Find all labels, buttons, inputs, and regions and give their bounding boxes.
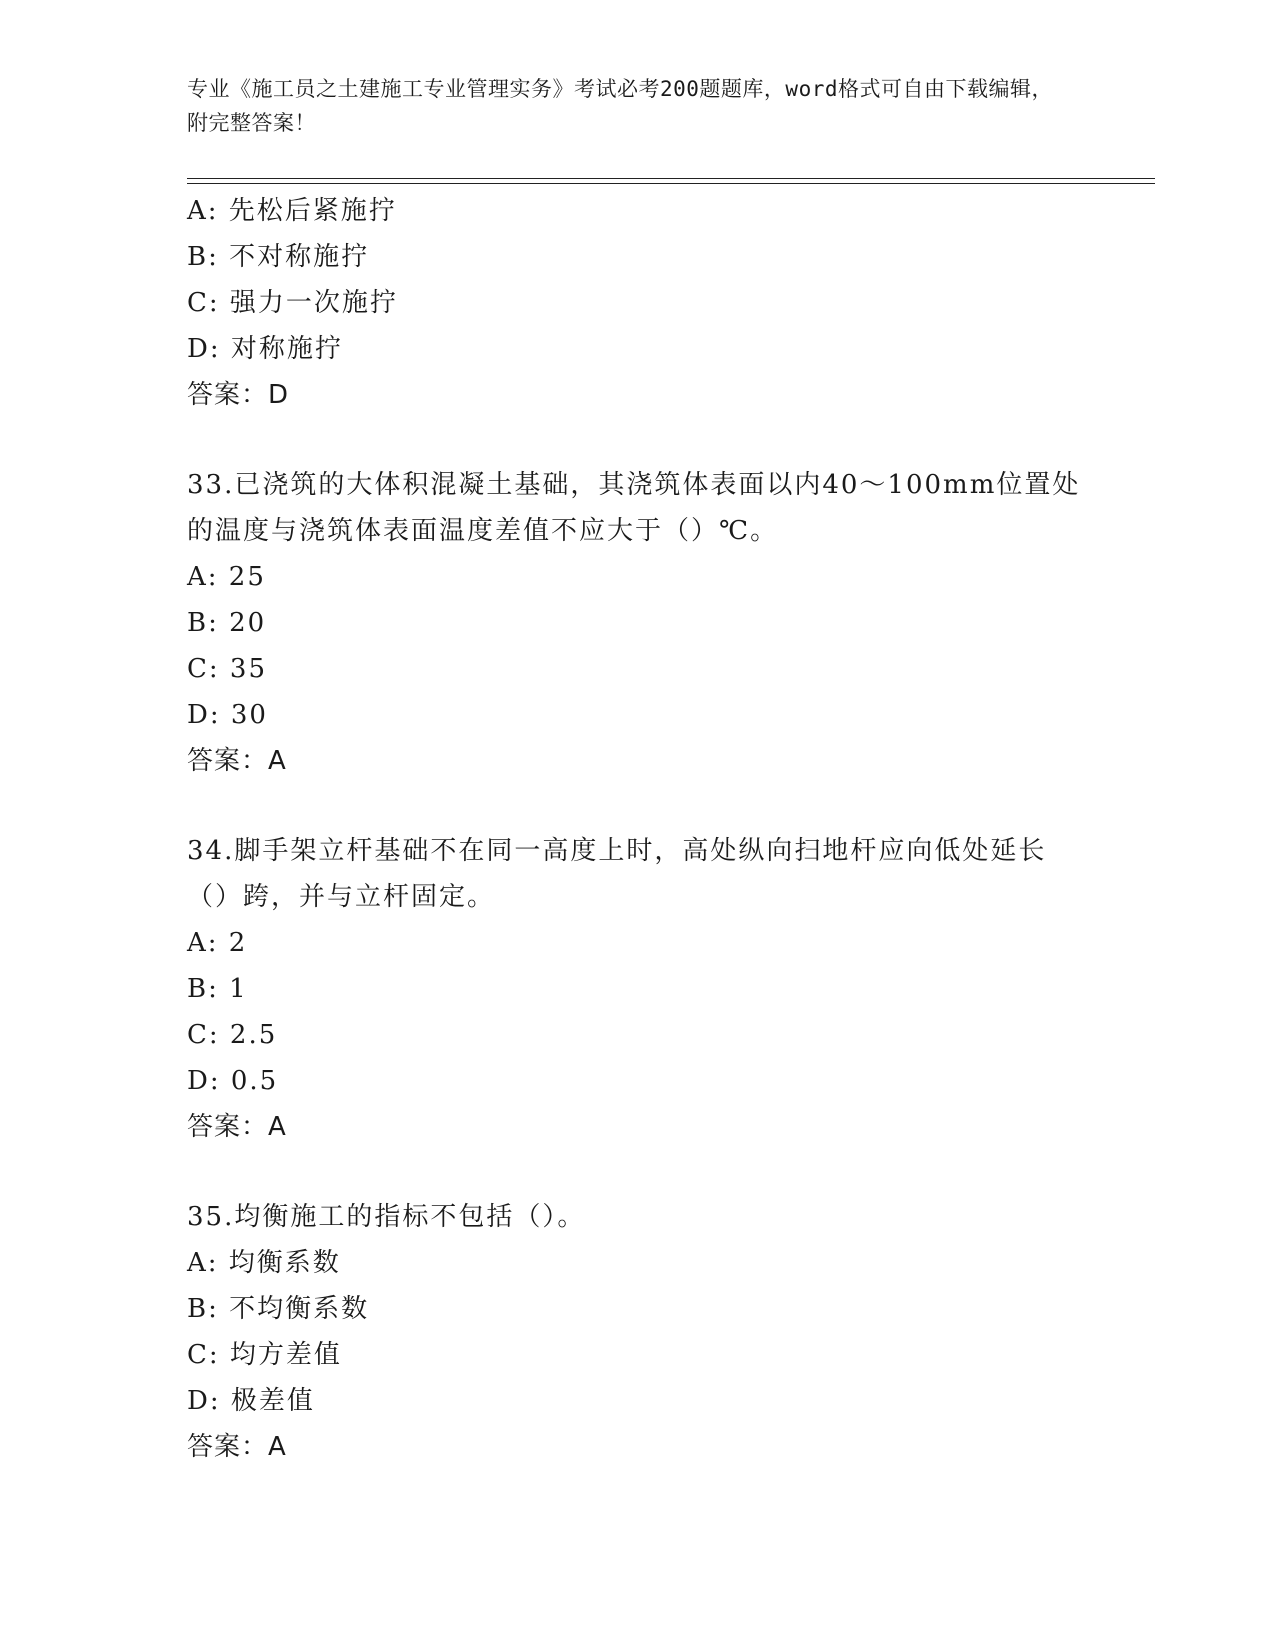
option-a: A: 先松后紧施拧 (187, 196, 397, 226)
answer: 答案：A (187, 746, 287, 776)
question-stem-line: 35.均衡施工的指标不包括（）。 (187, 1202, 586, 1232)
option-c: C: 均方差值 (187, 1340, 342, 1370)
option-a: A: 25 (187, 562, 266, 592)
question-stem-line: 的温度与浇筑体表面温度差值不应大于（）℃。 (187, 516, 779, 546)
document-header: 专业《施工员之土建施工专业管理实务》考试必考200题题库，word格式可自由下载编辑，附完整答案！ (187, 77, 1053, 135)
option-b: B: 20 (187, 608, 267, 638)
question-32 (187, 188, 1087, 418)
question-33 (187, 462, 1087, 784)
option-d: D: 0.5 (187, 1066, 279, 1096)
option-a: A: 均衡系数 (187, 1248, 341, 1278)
question-stem-line: （）跨，并与立杆固定。 (187, 882, 496, 912)
answer: 答案：A (187, 1112, 287, 1142)
option-b: B: 不对称施拧 (187, 242, 370, 272)
answer: 答案：D (187, 380, 290, 410)
question-stem-line: 33.已浇筑的大体积混凝土基础，其浇筑体表面以内40～100mm位置处 (187, 470, 1081, 500)
option-a: A: 2 (187, 928, 248, 958)
option-c: C: 强力一次施拧 (187, 288, 398, 318)
header-rule-bottom (187, 183, 1155, 184)
header-rule-top (187, 178, 1155, 179)
option-c: C: 2.5 (187, 1020, 278, 1050)
answer: 答案：A (187, 1432, 287, 1462)
question-content (187, 188, 1087, 1470)
option-d: D: 极差值 (187, 1386, 315, 1416)
option-d: D: 对称施拧 (187, 334, 343, 364)
question-34 (187, 828, 1087, 1150)
option-c: C: 35 (187, 654, 268, 684)
question-stem-line: 34.脚手架立杆基础不在同一高度上时，高处纵向扫地杆应向低处延长 (187, 836, 1047, 866)
option-b: B: 不均衡系数 (187, 1294, 370, 1324)
option-d: D: 30 (187, 700, 268, 730)
option-b: B: 1 (187, 974, 248, 1004)
question-35 (187, 1194, 1087, 1470)
